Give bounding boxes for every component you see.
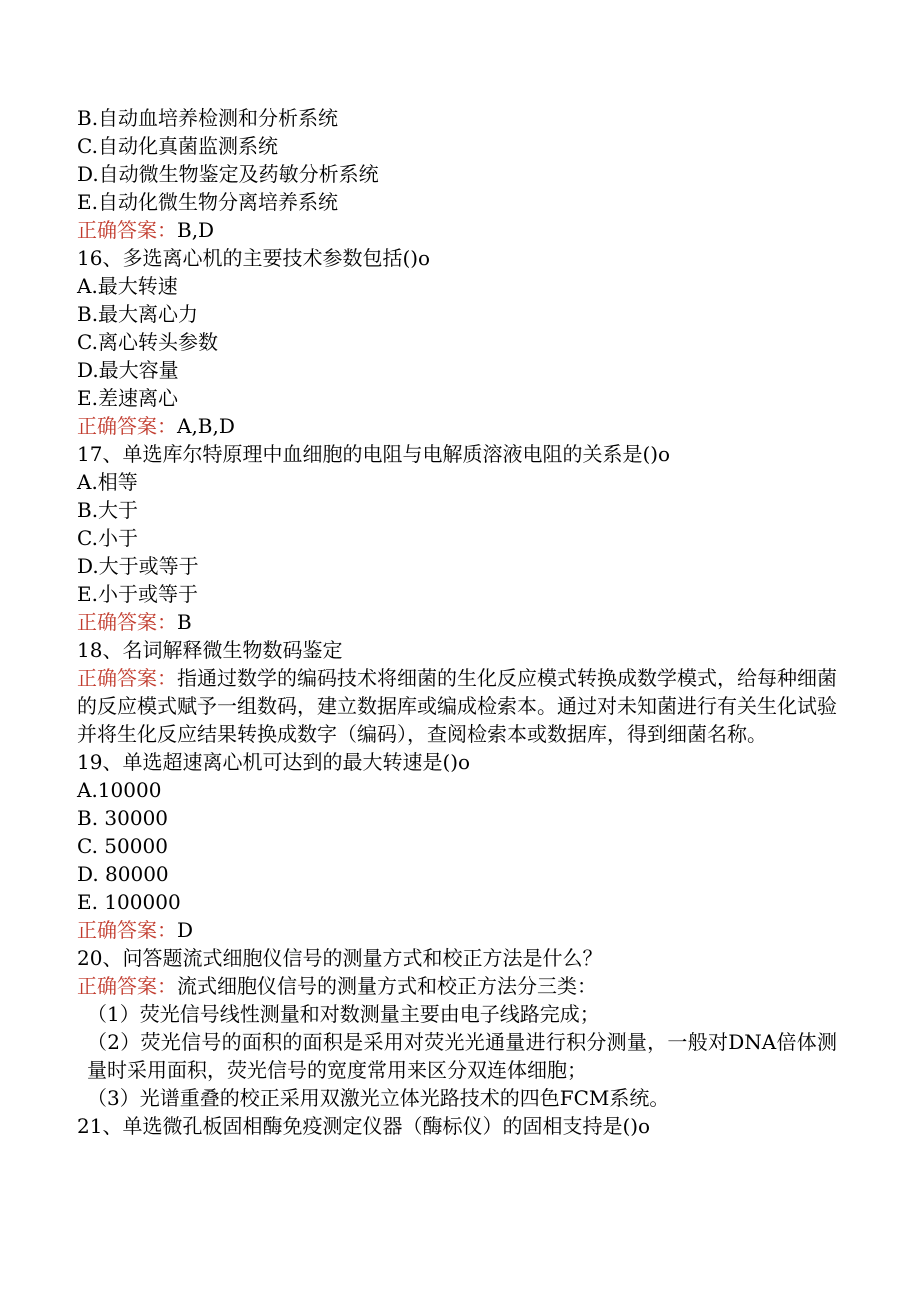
q19-option-c: C. 50000 bbox=[77, 834, 168, 858]
q15-answer bbox=[77, 216, 837, 244]
q16-option-d: D.最大容量 bbox=[77, 358, 179, 382]
q20-question: 20、问答题流式细胞仪信号的测量方式和校正方法是什么？ bbox=[77, 946, 603, 970]
q19-option-d: D. 80000 bbox=[77, 862, 169, 886]
answer-value: B bbox=[177, 610, 192, 634]
answer-value: B,D bbox=[177, 218, 215, 242]
answer-label: 正确答案： bbox=[77, 218, 177, 242]
q15-option-e: E.自动化微生物分离培养系统 bbox=[77, 190, 338, 214]
answer-value: A,B,D bbox=[177, 414, 235, 438]
answer-value: 流式细胞仪信号的测量方式和校正方法分三类： bbox=[177, 974, 597, 998]
q20-answer bbox=[77, 972, 837, 1000]
q15-option-c: C.自动化真菌监测系统 bbox=[77, 134, 278, 158]
q18-answer bbox=[77, 664, 837, 748]
q16-option-a: A.最大转速 bbox=[77, 274, 178, 298]
answer-label: 正确答案： bbox=[77, 414, 177, 438]
q16-option-e: E.差速离心 bbox=[77, 386, 178, 410]
q19-option-b: B. 30000 bbox=[77, 806, 169, 830]
q17-option-b: B.大于 bbox=[77, 498, 139, 522]
q16-option-b: B.最大离心力 bbox=[77, 302, 199, 326]
q16-question: 16、多选离心机的主要技术参数包括()o bbox=[77, 246, 431, 270]
q19-answer bbox=[77, 916, 837, 944]
q17-option-c: C.小于 bbox=[77, 526, 138, 550]
document-page bbox=[77, 104, 837, 1140]
answer-label: 正确答案： bbox=[77, 666, 177, 690]
q17-option-e: E.小于或等于 bbox=[77, 582, 198, 606]
q20-point-3: （3）光谱重叠的校正采用双激光立体光路技术的四色FCM系统。 bbox=[87, 1086, 670, 1110]
q16-option-c: C.离心转头参数 bbox=[77, 330, 218, 354]
q17-option-d: D.大于或等于 bbox=[77, 554, 199, 578]
answer-label: 正确答案： bbox=[77, 974, 177, 998]
q17-option-a: A.相等 bbox=[77, 470, 138, 494]
q18-question: 18、名词解释微生物数码鉴定 bbox=[77, 638, 343, 662]
q15-option-b: B.自动血培养检测和分析系统 bbox=[77, 106, 339, 130]
q20-point-1: （1）荧光信号线性测量和对数测量主要由电子线路完成； bbox=[87, 1002, 600, 1026]
answer-label: 正确答案： bbox=[77, 918, 177, 942]
answer-value: D bbox=[177, 918, 194, 942]
q17-answer bbox=[77, 608, 837, 636]
q19-option-e: E. 100000 bbox=[77, 890, 181, 914]
answer-label: 正确答案： bbox=[77, 610, 177, 634]
q16-answer bbox=[77, 412, 837, 440]
q21-question: 21、单选微孔板固相酶免疫测定仪器（酶标仪）的固相支持是()o bbox=[77, 1114, 651, 1138]
q15-option-d: D.自动微生物鉴定及药敏分析系统 bbox=[77, 162, 379, 186]
q20-point-2: （2）荧光信号的面积的面积是采用对荧光光通量进行积分测量，一般对DNA倍体测量时采用面积，荧光信号的宽度常用来区分双连体细胞； bbox=[87, 1030, 837, 1082]
q19-option-a: A.10000 bbox=[77, 778, 162, 802]
answer-value: 指通过数学的编码技术将细菌的生化反应模式转换成数学模式，给每种细菌的反应模式赋予一组数码，建立数据库或编成检索本。通过对未知菌进行有关生化试验并将生化反应结果转换成数字（编码），查阅检索本或数据库，得到细菌名称。 bbox=[77, 666, 837, 746]
q17-question: 17、单选库尔特原理中血细胞的电阻与电解质溶液电阻的关系是()o bbox=[77, 442, 671, 466]
q19-question: 19、单选超速离心机可达到的最大转速是()o bbox=[77, 750, 471, 774]
